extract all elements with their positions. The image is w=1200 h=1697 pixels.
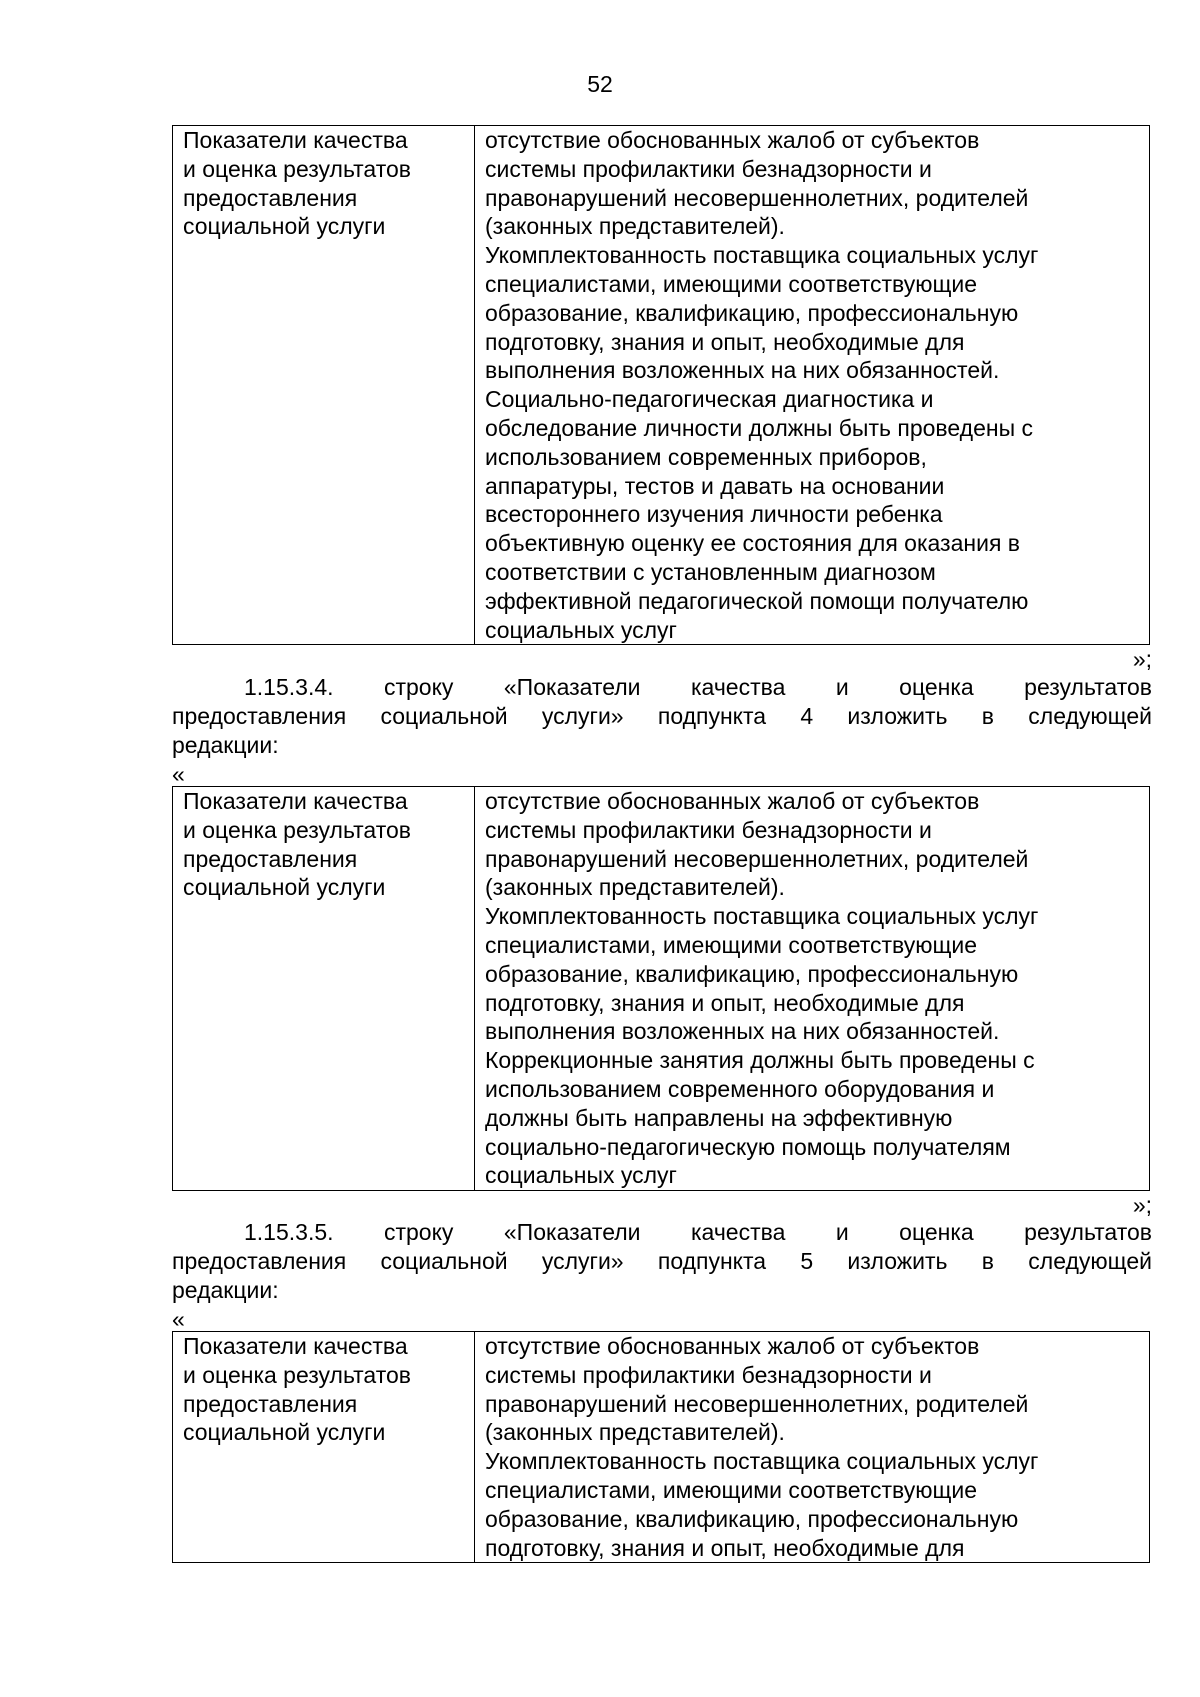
value-line: использованием современных приборов, bbox=[485, 443, 927, 470]
value-line: правонарушений несовершеннолетних, родителей bbox=[485, 1390, 1029, 1417]
label-line: и оценка результатов bbox=[183, 816, 412, 843]
value-line: образование, квалификацию, профессиональную bbox=[485, 960, 1019, 987]
row-label-cell bbox=[173, 1332, 475, 1563]
table-row bbox=[173, 1332, 1150, 1563]
label-line: Показатели качества bbox=[183, 788, 408, 814]
value-line: системы профилактики безнадзорности и bbox=[485, 1361, 932, 1388]
row-value-cell bbox=[475, 126, 1150, 645]
value-line: Укомплектованность поставщика социальных услуг bbox=[485, 1448, 1039, 1475]
value-line: аппаратуры, тестов и давать на основании bbox=[485, 472, 945, 499]
row-value-cell bbox=[475, 1332, 1150, 1563]
value-line: Укомплектованность поставщика социальных услуг bbox=[485, 903, 1039, 930]
value-line: соответствии с установленным диагнозом bbox=[485, 558, 936, 585]
value-line: всестороннего изучения личности ребенка bbox=[485, 501, 943, 528]
value-line: специалистами, имеющими соответствующие bbox=[485, 270, 978, 297]
value-line: Коррекционные занятия должны быть проведены с bbox=[485, 1047, 1035, 1074]
value-line: отсутствие обоснованных жалоб от субъектов bbox=[485, 127, 980, 153]
label-line: социальной услуги bbox=[183, 213, 386, 240]
label-line: предоставления bbox=[183, 1390, 358, 1417]
value-line: подготовку, знания и опыт, необходимые для bbox=[485, 328, 965, 355]
value-line: социально-педагогическую помощь получателям bbox=[485, 1133, 1011, 1160]
value-line: выполнения возложенных на них обязанностей. bbox=[485, 1018, 1000, 1045]
value-line: отсутствие обоснованных жалоб от субъектов bbox=[485, 1333, 980, 1359]
value-line: социальных услуг bbox=[485, 616, 677, 643]
quality-indicators-table-1 bbox=[172, 125, 1150, 645]
value-line: эффективной педагогической помощи получателю bbox=[485, 587, 1029, 614]
paragraph-line: 1.15.3.5. строку «Показатели качества и оценка результатов bbox=[244, 1219, 1152, 1245]
opening-quote: « bbox=[172, 761, 185, 787]
label-line: социальной услуги bbox=[183, 874, 386, 901]
value-line: (законных представителей). bbox=[485, 874, 785, 901]
paragraph-line: предоставления социальной услуги» подпункта 4 изложить в следующей bbox=[172, 703, 1152, 729]
row-label-cell bbox=[173, 787, 475, 1191]
label-line: и оценка результатов bbox=[183, 1361, 412, 1388]
paragraph-line: редакции: bbox=[172, 1277, 279, 1303]
amendment-paragraph-2 bbox=[172, 1218, 1152, 1305]
value-line: должны быть направлены на эффективную bbox=[485, 1104, 953, 1131]
value-line: специалистами, имеющими соответствующие bbox=[485, 931, 978, 958]
value-line: социальных услуг bbox=[485, 1162, 677, 1189]
value-line: выполнения возложенных на них обязанностей. bbox=[485, 357, 1000, 384]
value-line: Укомплектованность поставщика социальных услуг bbox=[485, 242, 1039, 269]
closing-quote: »; bbox=[1132, 646, 1152, 672]
paragraph-line: редакции: bbox=[172, 732, 279, 758]
value-line: подготовку, знания и опыт, необходимые для bbox=[485, 989, 965, 1016]
value-line: отсутствие обоснованных жалоб от субъектов bbox=[485, 788, 980, 814]
quality-indicators-table-2 bbox=[172, 786, 1150, 1191]
closing-quote: »; bbox=[1132, 1192, 1152, 1218]
paragraph-line: предоставления социальной услуги» подпункта 5 изложить в следующей bbox=[172, 1248, 1152, 1274]
label-line: социальной услуги bbox=[183, 1419, 386, 1446]
page-number: 52 bbox=[587, 71, 613, 97]
value-line: (законных представителей). bbox=[485, 213, 785, 240]
value-line: системы профилактики безнадзорности и bbox=[485, 816, 932, 843]
value-line: использованием современного оборудования и bbox=[485, 1075, 995, 1102]
label-line: предоставления bbox=[183, 845, 358, 872]
value-line: объективную оценку ее состояния для оказания в bbox=[485, 530, 1021, 557]
value-line: образование, квалификацию, профессиональную bbox=[485, 299, 1019, 326]
value-line: (законных представителей). bbox=[485, 1419, 785, 1446]
label-line: предоставления bbox=[183, 184, 358, 211]
label-line: Показатели качества bbox=[183, 127, 408, 153]
value-line: специалистами, имеющими соответствующие bbox=[485, 1476, 978, 1503]
value-line: правонарушений несовершеннолетних, родителей bbox=[485, 845, 1029, 872]
value-line: подготовку, знания и опыт, необходимые для bbox=[485, 1534, 965, 1561]
opening-quote: « bbox=[172, 1306, 185, 1332]
amendment-paragraph-1 bbox=[172, 673, 1152, 760]
quality-indicators-table-3 bbox=[172, 1331, 1150, 1563]
row-label-cell bbox=[173, 126, 475, 645]
value-line: обследование личности должны быть проведены с bbox=[485, 414, 1033, 441]
table-row bbox=[173, 787, 1150, 1191]
value-line: системы профилактики безнадзорности и bbox=[485, 155, 932, 182]
value-line: образование, квалификацию, профессиональную bbox=[485, 1505, 1019, 1532]
label-line: Показатели качества bbox=[183, 1333, 408, 1359]
table-row bbox=[173, 126, 1150, 645]
label-line: и оценка результатов bbox=[183, 155, 412, 182]
paragraph-line: 1.15.3.4. строку «Показатели качества и оценка результатов bbox=[244, 674, 1152, 700]
value-line: Социально-педагогическая диагностика и bbox=[485, 386, 934, 413]
row-value-cell bbox=[475, 787, 1150, 1191]
value-line: правонарушений несовершеннолетних, родителей bbox=[485, 184, 1029, 211]
